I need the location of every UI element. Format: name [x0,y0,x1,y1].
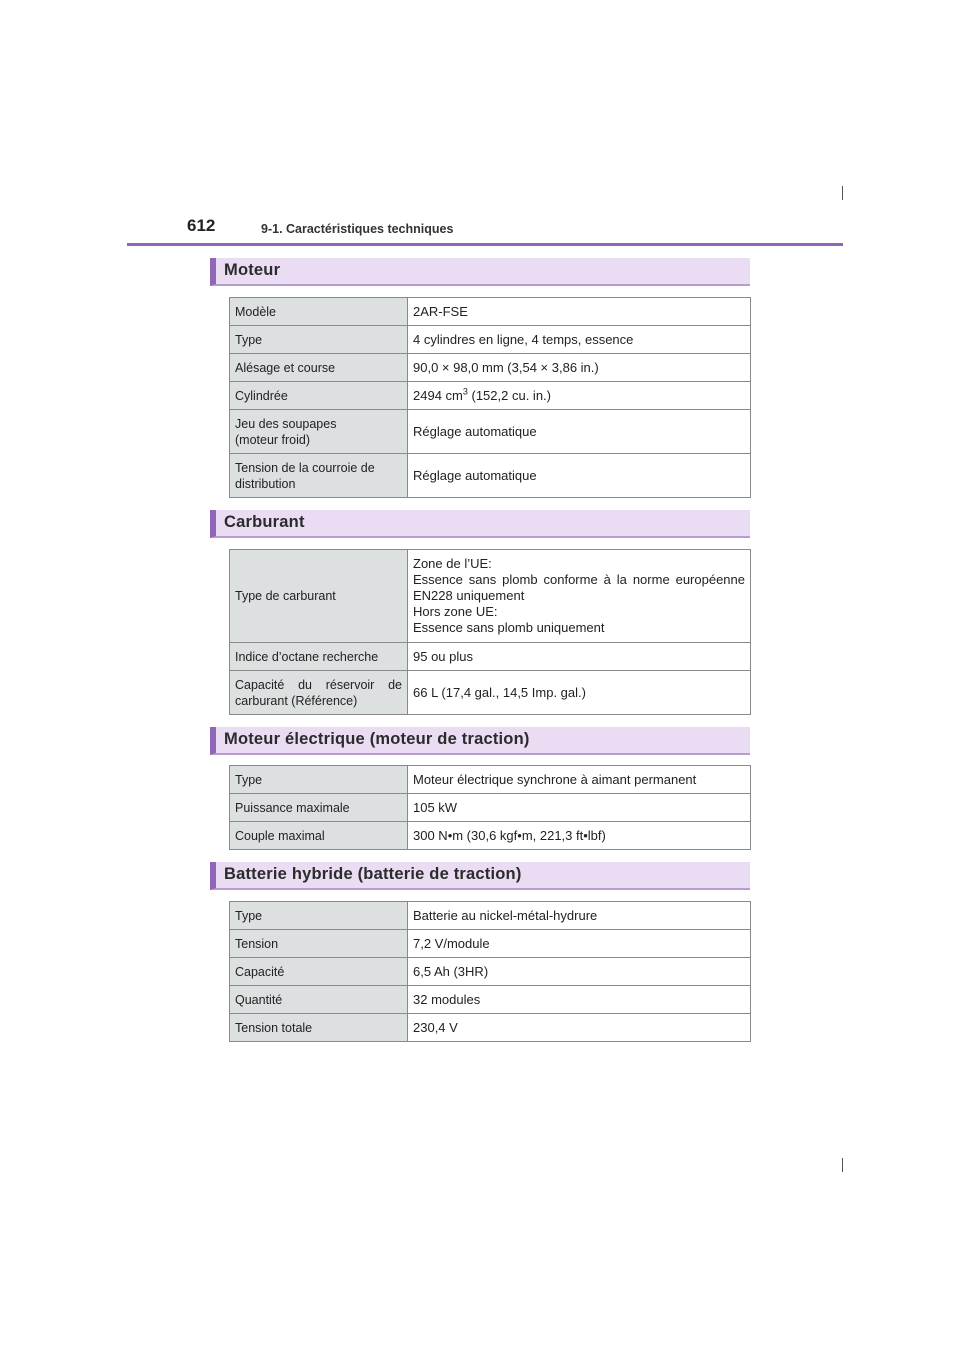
row-label: Puissance maximale [230,794,408,822]
row-label: Type de carburant [230,550,408,643]
section-title: Batterie hybride (batterie de traction) [224,865,522,883]
row-label: Cylindrée [230,382,408,410]
table-row [230,822,751,850]
running-header: 9-1. Caractéristiques techniques [261,222,454,236]
table-row [230,382,751,410]
row-label: Indice d’octane recherche [230,643,408,671]
row-label: Capacité du réservoir de carburant (Référence) [230,671,408,715]
row-label: Couple maximal [230,822,408,850]
carburant-table [229,549,751,715]
crop-mark-top [842,186,843,200]
row-value: 95 ou plus [408,643,751,671]
table-row [230,326,751,354]
table-row [230,550,751,643]
row-label: Alésage et course [230,354,408,382]
moteur-electrique-table [229,765,751,850]
table-row [230,958,751,986]
row-value: Réglage automatique [408,454,751,498]
section-title: Moteur électrique (moteur de traction) [224,730,530,748]
row-label: Type [230,902,408,930]
value-superscript: 3 [462,386,468,397]
table-row [230,1014,751,1042]
label-line: Jeu des soupapes [235,416,337,431]
row-label: Tension de la courroie de distribution [230,454,408,498]
crop-mark-bottom [842,1158,843,1172]
row-value: 105 kW [408,794,751,822]
row-value: Réglage automatique [408,410,751,454]
value-main: 2494 cm [413,387,463,403]
section-header-carburant [210,510,750,538]
row-value: 66 L (17,4 gal., 14,5 Imp. gal.) [408,671,751,715]
value-suffix: (152,2 cu. in.) [467,387,551,403]
row-label: Capacité [230,958,408,986]
header-rule [127,243,843,246]
row-value: 2AR-FSE [408,298,751,326]
row-value: 90,0 × 98,0 mm (3,54 × 3,86 in.) [408,354,751,382]
table-row [230,766,751,794]
table-row [230,986,751,1014]
row-value: 4 cylindres en ligne, 4 temps, essence [408,326,751,354]
row-value [408,382,751,410]
row-value: 7,2 V/module [408,930,751,958]
table-row [230,643,751,671]
row-label: Modèle [230,298,408,326]
section-header-moteur-electrique [210,727,750,755]
value-line: Essence sans plomb conforme à la norme européenne EN228 uniquement [413,572,745,603]
page-number: 612 [187,216,216,235]
row-value: Moteur électrique synchrone à aimant permanent [408,766,751,794]
label-line: (moteur froid) [235,432,311,447]
table-row [230,902,751,930]
row-label: Type [230,766,408,794]
section-header-batterie [210,862,750,890]
section-title: Carburant [224,513,305,531]
moteur-table [229,297,751,498]
row-label: Tension [230,930,408,958]
row-label: Type [230,326,408,354]
table-row [230,454,751,498]
value-line: Hors zone UE: [413,604,498,619]
value-line: Zone de l’UE: [413,556,492,571]
section-title: Moteur [224,261,281,279]
value-line: Essence sans plomb uniquement [413,620,605,635]
row-label: Tension totale [230,1014,408,1042]
section-header-moteur [210,258,750,286]
table-row [230,298,751,326]
table-row [230,354,751,382]
table-row [230,410,751,454]
row-value: Batterie au nickel-métal-hydrure [408,902,751,930]
table-row [230,794,751,822]
row-value: 32 modules [408,986,751,1014]
row-label [230,410,408,454]
batterie-table [229,901,751,1042]
table-row [230,671,751,715]
table-row [230,930,751,958]
row-value: 300 N•m (30,6 kgf•m, 221,3 ft•lbf) [408,822,751,850]
row-label: Quantité [230,986,408,1014]
row-value: 230,4 V [408,1014,751,1042]
row-value: 6,5 Ah (3HR) [408,958,751,986]
row-value [408,550,751,643]
